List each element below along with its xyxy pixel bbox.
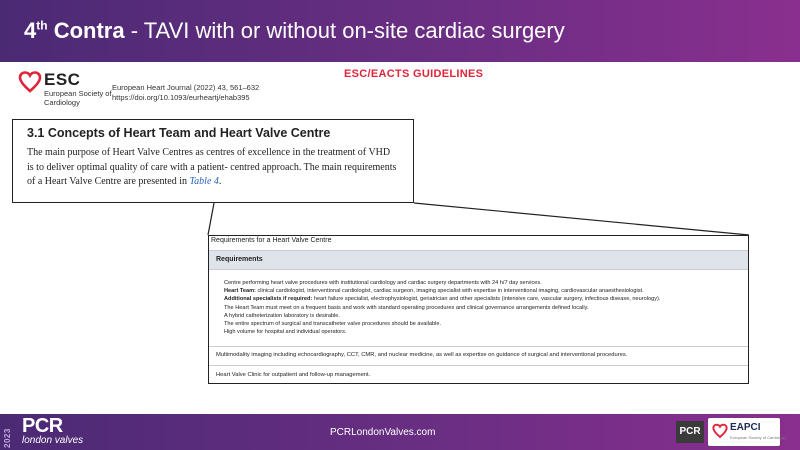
- row-divider: [209, 365, 748, 366]
- table-caption: Requirements for a Heart Valve Centre: [211, 237, 332, 244]
- eapci-subtitle: European Society of Cardiology: [730, 435, 787, 440]
- excerpt-box: [12, 119, 414, 203]
- item-text: The entire spectrum of surgical and transcatheter valve procedures should be available.: [224, 321, 442, 328]
- pcr-london-valves-logo: [22, 416, 83, 446]
- item-text: The Heart Team must meet on a frequent basis and work with standard operating procedures and clinical governance arrangements defined locally.: [224, 304, 589, 311]
- title-ordinal: 4: [24, 18, 37, 43]
- title-ordinal-suffix: th: [36, 18, 48, 33]
- list-item: [224, 312, 746, 320]
- year-label: [3, 418, 15, 448]
- journal-doi: https://doi.org/10.1093/eurheartj/ehab395: [112, 93, 250, 102]
- journal-citation: [112, 83, 259, 103]
- title-bar: [0, 0, 800, 62]
- website-link[interactable]: PCRLondonValves.com: [330, 427, 436, 438]
- journal-reference: European Heart Journal (2022) 43, 561–632: [112, 83, 260, 92]
- excerpt-heading: 3.1 Concepts of Heart Team and Heart Valve Centre: [27, 126, 331, 140]
- pcr-badge-logo: PCR: [676, 421, 704, 443]
- table-header-label: Requirements: [216, 256, 263, 263]
- item-text: clinical cardiologist, interventional cardiologist, cardiac surgeon, imaging specialist with expertise in interventional imaging, cardiovascular anaesthesiologist.: [255, 288, 644, 295]
- esc-logo: [18, 70, 110, 110]
- excerpt-body: [27, 146, 399, 190]
- list-item: [224, 304, 746, 312]
- slide-title: [24, 18, 565, 44]
- excerpt-text-end: .: [218, 176, 222, 187]
- heart-icon: [712, 423, 728, 439]
- pcr-wordmark: PCR: [22, 415, 63, 437]
- item-text: A hybrid catheterization laboratory is desirable.: [224, 312, 340, 319]
- item-text: heart failure specialist, electrophysiologist, geriatrician and other specialists (intensive care, vascular surgery, infectious disease, neurology).: [312, 296, 661, 303]
- requirements-table: [208, 235, 749, 384]
- year-text: 2023: [3, 428, 12, 448]
- title-rest: - TAVI with or without on-site cardiac surgery: [124, 18, 565, 43]
- item-text: Centre performing heart valve procedures with institutional cardiology and cardiac surgery departments with 24 h/7 day services.: [224, 280, 542, 286]
- title-bold: Contra: [47, 18, 125, 43]
- esc-subtitle: European Society of Cardiology: [44, 89, 112, 107]
- eapci-logo: [708, 418, 787, 446]
- list-item: [224, 320, 746, 328]
- row-divider: [209, 346, 748, 347]
- table-row-clinic: Heart Valve Clinic for outpatient and follow-up management.: [216, 372, 371, 378]
- requirements-list: [224, 279, 746, 336]
- excerpt-text: The main purpose of Heart Valve Centres as centres of excellence in the treatment of VHD is to deliver optimal quality of care with a patient- centred approach. The main requirements of a Heart Valve Centre are presented in: [27, 147, 397, 187]
- item-bold: Additional specialists if required:: [224, 296, 313, 303]
- esc-wordmark: ESC: [44, 70, 81, 89]
- heart-icon: [18, 70, 42, 94]
- list-item: [224, 328, 746, 336]
- item-bold: Heart Team:: [224, 288, 256, 295]
- item-text: High volume for hospital and individual operators.: [224, 329, 347, 336]
- list-item: [224, 279, 746, 287]
- list-item: [224, 295, 746, 303]
- table-link[interactable]: Table 4: [189, 176, 219, 187]
- list-item: [224, 287, 746, 295]
- eapci-wordmark: EAPCI: [730, 422, 761, 433]
- table-header: [209, 250, 748, 270]
- table-row-imaging: Multimodality imaging including echocardiography, CCT, CMR, and nuclear medicine, as well as expertise on guidance of surgical and interventional procedures.: [216, 352, 628, 358]
- guidelines-label: ESC/EACTS GUIDELINES: [344, 68, 484, 80]
- london-valves-wordmark: london valves: [22, 435, 84, 446]
